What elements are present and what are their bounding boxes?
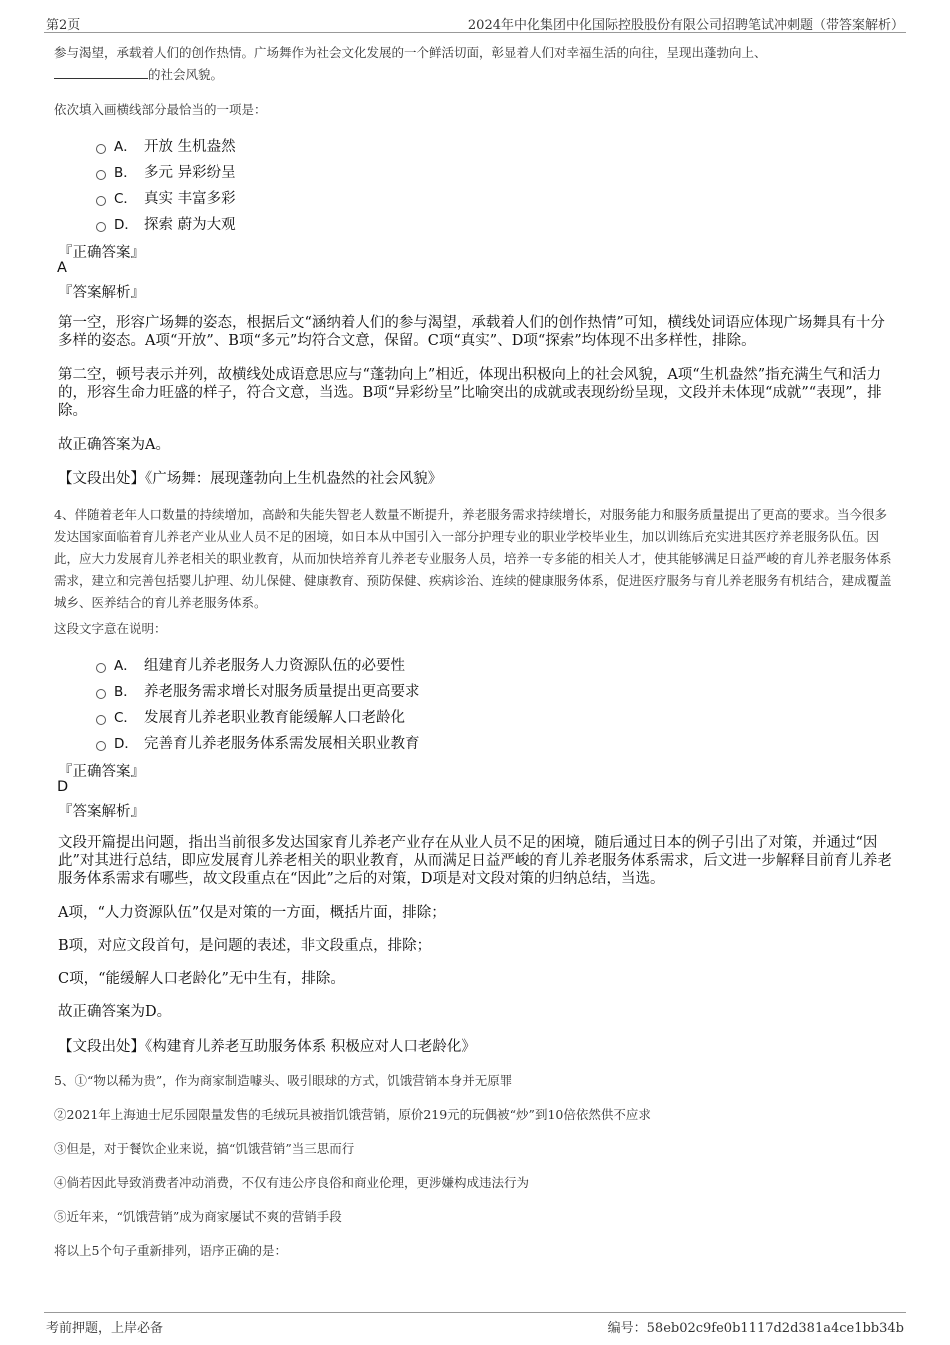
q4-answer: D <box>57 779 69 795</box>
page-header <box>44 12 906 33</box>
q3-stem <box>54 42 894 86</box>
radio-icon[interactable] <box>96 144 106 154</box>
q4-conclusion: 故正确答案为D。 <box>58 1004 172 1020</box>
q3-option-d[interactable]: D． 探索 蔚为大观 <box>96 213 236 233</box>
q3-prompt: 依次填入画横线部分最恰当的一项是： <box>54 102 267 117</box>
q3-analysis-label: 『答案解析』 <box>58 285 145 301</box>
q3-answer: A <box>57 260 67 276</box>
q3-option-c[interactable]: C． 真实 丰富多彩 <box>96 187 236 207</box>
q4-answer-label: 『正确答案』 <box>58 764 145 780</box>
q5-prompt: 将以上5个句子重新排列，语序正确的是： <box>54 1243 287 1258</box>
radio-icon[interactable] <box>96 663 106 673</box>
q4-analysis-b: B项，对应文段首句，是问题的表述，非文段重点，排除； <box>58 938 432 954</box>
q3-answer-label: 『正确答案』 <box>58 245 145 261</box>
q4-analysis-label: 『答案解析』 <box>58 804 145 820</box>
q4-analysis-p1: 文段开篇提出问题，指出当前很多发达国家育儿养老产业存在从业人员不足的困境，随后通过日本的例子引出了对策，并通过“因此”对其进行总结，即应发展育儿养老相关的职业教育，从而满足日益严峻的育儿养老服务体系需求，后文进一步解释目前育儿养老服务体系需求有哪些，故文段重点在“因此”之后的对策，D项是对文段对策的归纳总结，当选。 <box>58 835 892 887</box>
radio-icon[interactable] <box>96 715 106 725</box>
page-number: 第2页 <box>46 18 81 33</box>
radio-icon[interactable] <box>96 222 106 232</box>
q5-sentence-3: ③但是，对于餐饮企业来说，搞“饥饿营销”当三思而行 <box>54 1141 355 1156</box>
q3-analysis-p2: 第二空，顿号表示并列，故横线处成语意思应与“蓬勃向上”相近，体现出积极向上的社会风貌，A项“生机盎然”指充满生气和活力的，形容生命力旺盛的样子，符合文意，当选。B项“异彩纷呈”比喻突出的成就或表现纷纷呈现，文段并未体现“成就”“表现”，排除。 <box>58 367 882 419</box>
q3-analysis-p1: 第一空，形容广场舞的姿态，根据后文“涵纳着人们的参与渴望，承载着人们的创作热情”可知，横线处词语应体现广场舞具有十分多样的姿态。A项“开放”、B项“多元”均符合文意，保留。C项“真实”、D项“探索”均体现不出多样性，排除。 <box>58 315 885 349</box>
q4-source: 【文段出处】《构建育儿养老互助服务体系 积极应对人口老龄化》 <box>58 1039 476 1055</box>
q3-source: 【文段出处】《广场舞：展现蓬勃向上生机盎然的社会风貌》 <box>58 471 443 487</box>
q3-option-b[interactable]: B． 多元 异彩纷呈 <box>96 161 236 181</box>
q4-option-b[interactable]: B． 养老服务需求增长对服务质量提出更高要求 <box>96 680 420 700</box>
q4-option-a[interactable]: A． 组建育儿养老服务人力资源队伍的必要性 <box>96 654 405 674</box>
q4-analysis-a: A项，“人力资源队伍”仅是对策的一方面，概括片面，排除； <box>58 905 446 921</box>
q3-option-a[interactable]: A． 开放 生机盎然 <box>96 135 236 155</box>
q4-option-d[interactable]: D． 完善育儿养老服务体系需发展相关职业教育 <box>96 732 420 752</box>
radio-icon[interactable] <box>96 170 106 180</box>
q4-option-c[interactable]: C． 发展育儿养老职业教育能缓解人口老龄化 <box>96 706 405 726</box>
q5-sentence-5: ⑤近年来，“饥饿营销”成为商家屡试不爽的营销手段 <box>54 1209 342 1224</box>
document-title: 2024年中化集团中化国际控股股份有限公司招聘笔试冲刺题（带答案解析） <box>467 18 904 33</box>
q5-sentence-2: ②2021年上海迪士尼乐园限量发售的毛绒玩具被指饥饿营销，原价219元的玩偶被“炒”到10倍依然供不应求 <box>54 1107 651 1122</box>
q3-stem-line1: 参与渴望，承载着人们的创作热情。广场舞作为社会文化发展的一个鲜活切面，彰显着人们对幸福生活的向往，呈现出蓬勃向上、 <box>54 45 767 60</box>
document-id: 编号：58eb02c9fe0b1117d2d381a4ce1bb34b <box>607 1321 904 1336</box>
q3-stem-line2: 的社会风貌。 <box>148 67 224 82</box>
q4-stem: 4、伴随着老年人口数量的持续增加，高龄和失能失智老人数量不断提升，养老服务需求持续增长，对服务能力和服务质量提出了更高的要求。当今很多发达国家面临着育儿养老产业从业人员不足的困境，如日本从中国引入一部分护理专业的职业学校毕业生，加以训练后充实进其医疗养老服务队伍。因此，应大力发展育儿养老相关的职业教育，从而加快培养育儿养老专业服务人员，培养一专多能的相关人才，使其能够满足日益严峻的育儿养老服务体系需求，建立和完善包括婴儿护理、幼儿保健、健康教育、预防保健、疾病诊治、连续的健康服务体系，促进医疗服务与育儿养老服务有机结合，建成覆盖城乡、医养结合的育儿养老服务体系。 <box>54 507 892 610</box>
q5-sentence-4: ④倘若因此导致消费者冲动消费，不仅有违公序良俗和商业伦理，更涉嫌构成违法行为 <box>54 1175 530 1190</box>
q4-analysis-c: C项，“能缓解人口老龄化”无中生有，排除。 <box>58 971 345 987</box>
q4-prompt: 这段文字意在说明： <box>54 621 167 636</box>
q3-conclusion: 故正确答案为A。 <box>58 437 170 453</box>
page-footer <box>44 1312 906 1336</box>
radio-icon[interactable] <box>96 741 106 751</box>
fill-blank <box>54 66 148 79</box>
footer-slogan: 考前押题，上岸必备 <box>46 1321 164 1336</box>
q5-sentence-1: 5、①“物以稀为贵”，作为商家制造噱头、吸引眼球的方式，饥饿营销本身并无原罪 <box>54 1073 513 1088</box>
radio-icon[interactable] <box>96 196 106 206</box>
radio-icon[interactable] <box>96 689 106 699</box>
